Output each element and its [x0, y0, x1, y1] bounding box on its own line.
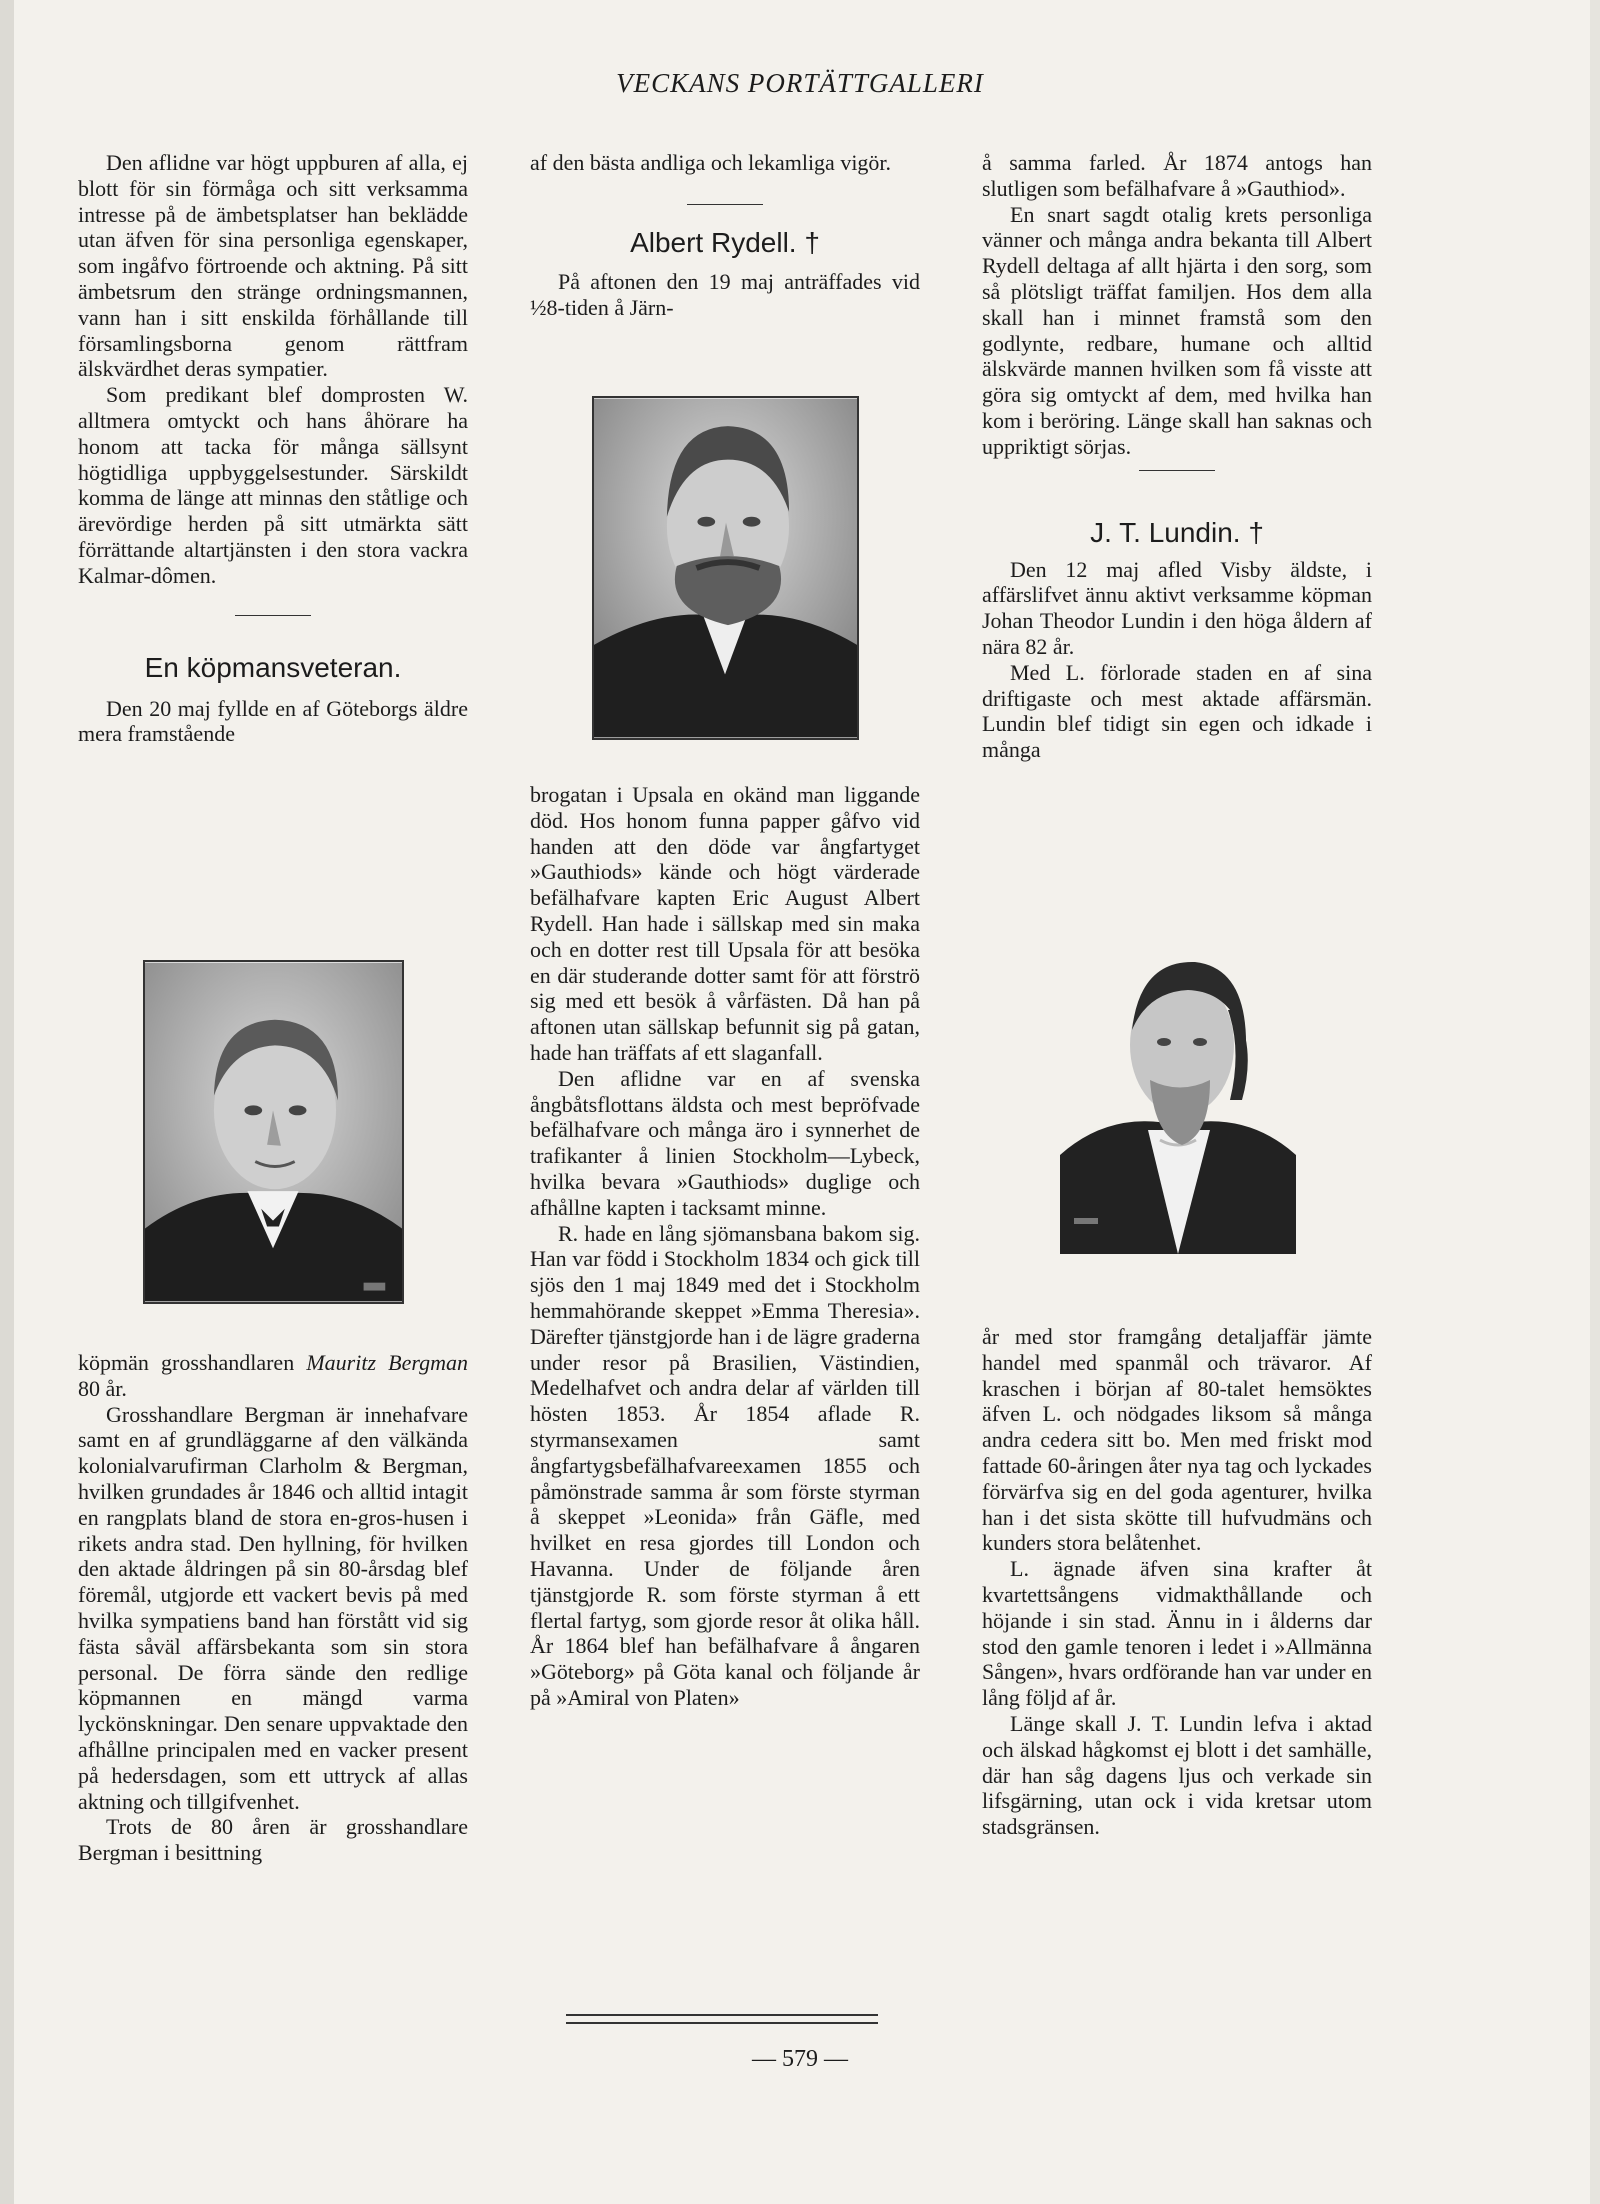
- portrait-image: [594, 398, 857, 738]
- column-3: [982, 150, 1372, 763]
- column-1: [78, 150, 468, 747]
- paragraph-continued: brogatan i Upsala en okänd man liggande död. Hos honom funna papper gåfvo vid handen att den döde var ångfartyget »Gauthiods» kände och högt värderade befälhafvare kapten Eric August Albert Rydell. Han hade i sällskap med sin maka och en dotter rest till Upsala för att besöka en där studerande dotter samt för att förströ sig med ett besök å vårfästen. Då han på aftonen utan sällskap befunnit sig på gatan, hade han träffats af ett slaganfall.: [530, 782, 920, 1065]
- paragraph: Trots de 80 åren är grosshandlare Bergman i besittning: [78, 1814, 468, 1866]
- running-head: VECKANS PORTÄTTGALLERI: [616, 68, 984, 98]
- paragraph: L. ägnade äfven sina krafter åt kvartettsångens vidmakthållande och höjande i sin stad. Ännu in i ålderns dar stod den gamle tenoren i ledet i »Allmänna Sången», hvars ordförande han var under en lång följd af år.: [982, 1556, 1372, 1711]
- paragraph: Den 20 maj fyllde en af Göteborgs äldre mera framstående: [78, 695, 468, 747]
- paragraph: Den 12 maj afled Visby äldste, i affärslifvet ännu aktivt verksamme köpman Johan Theodor Lundin i den höga åldern af nära 82 år.: [982, 556, 1372, 659]
- article-heading: Albert Rydell. †: [630, 226, 820, 258]
- paragraph: Den aflidne var högt uppburen af alla, ej blott för sin förmåga och sitt verksamma intresse på de ämbetsplatser han beklädde utan äfven för sina personliga egenskaper, som ingåfvo förtroende och aktning. På sitt ämbetsrum den stränge ordningsmannen, vann han i sitt enskilda förhållande till församlingsborna genom rättfram älskvärdhet deras sympatier.: [78, 150, 468, 382]
- page-edge: [1590, 0, 1600, 2204]
- end-rule: [566, 2014, 878, 2024]
- paragraph-continued: år med stor framgång detaljaffär jämte handel med spanmål och trävaror. Af kraschen i början af 80-talet hemsöktes äfven L. och nödgades liksom så många andra cedera sitt bo. Men med friskt mod fattade 60-åringen åter nya tag och lyckades förvärfva sig en del goda agenturer, hvilka han i det sista skötte till hufvudmäns och kunders stora belåtenhet.: [982, 1324, 1372, 1556]
- section-rule: [235, 615, 311, 616]
- paragraph: Den aflidne var en af svenska ångbåtsflottans äldsta och mest bepröfvade befälhafvare och många äro i synnerhet de trafikanter å linien Stockholm—Lybeck, hvilka bevara »Gauthiods» duglige och afhållne kapten i tacksamt minne.: [530, 1065, 920, 1220]
- paragraph: Som predikant blef domprosten W. alltmera omtyckt och hans åhörare ha honom att tacka för många sällsynt högtidliga uppbyggelsestunder. Särskildt komma de länge att minnas den ståtlige och ärevördige herden på sitt utmärkta sätt förrättande altartjänsten i den stora vackra Kalmar-dômen.: [78, 382, 468, 588]
- text-run: 80 år.: [78, 1375, 127, 1401]
- paragraph: Grosshandlare Bergman är innehafvare samt en af grundläggarne af den välkända kolonialvarufirman Clarholm & Bergman, hvilken grundades år 1846 och alltid intagit en rangplats bland de stora en-gros-husen i rikets andra stad. Den hyllning, för hvilken den aktade åldringen på sin 80-årsdag blef föremål, utgjorde ett vackert bevis på med hvilka sympatiens band han förstått vid sig fästa såväl affärsbekanta som sin stora personal. De förra sände den redlige köpmannen en mängd varma lyckönskningar. Den senare uppvaktade den afhållne principalen med en vacker present på hedersdagen, som ett uttryck af allas aktning och tillgifvenhet.: [78, 1401, 468, 1814]
- portrait-lundin: [1060, 950, 1296, 1254]
- column-2: [530, 150, 920, 320]
- section-rule: [687, 204, 763, 205]
- text-run: köpmän grosshandlaren: [78, 1350, 307, 1375]
- article-heading: J. T. Lundin. †: [1090, 516, 1264, 548]
- column-3-continued: [982, 1324, 1372, 1840]
- portrait-bergman: [143, 960, 404, 1304]
- article-heading: En köpmansveteran.: [144, 651, 402, 683]
- page-edge: [0, 0, 14, 2204]
- paragraph: å samma farled. År 1874 antogs han slutligen som befälhafvare å »Gauthiod».: [982, 150, 1372, 201]
- paragraph: Med L. förlorade staden en af sina driftigaste och mest aktade affärsmän. Lundin blef tidigt sin egen och idkade i många: [982, 659, 1372, 763]
- paragraph: af den bästa andliga och lekamliga vigör.: [530, 150, 892, 175]
- page-number: — 579 —: [752, 2046, 848, 2072]
- portrait-image: [145, 962, 402, 1302]
- portrait-image: [1060, 950, 1296, 1254]
- paragraph: Länge skall J. T. Lundin lefva i aktad och älskad hågkomst ej blott i det samhälle, där han såg dagens ljus och verkade sin lifsgärning, utan ock i vida kretsar utom stadsgränsen.: [982, 1710, 1372, 1840]
- portrait-rydell: [592, 396, 859, 740]
- column-2-continued: [530, 782, 920, 1711]
- paragraph: På aftonen den 19 maj anträffades vid ½8-tiden å Järn-: [530, 268, 920, 320]
- section-rule: [1139, 470, 1215, 471]
- paragraph-continued: [78, 1350, 468, 1402]
- paragraph: R. hade en lång sjömansbana bakom sig. Han var född i Stockholm 1834 och gick till sjös den 1 maj 1849 med det i Stockholm hemmahörande skeppet »Emma Theresia». Därefter tjänstgjorde han i de lägre graderna under resor på Brasilien, Västindien, Medelhafvet och andra delar af världen till hösten 1853. År 1854 aflade R. styrmansexamen samt ångfartygsbefälhafvareexamen 1855 och påmönstrade samma år som förste styrman å skeppet »Leonida» från Gäfle, med hvilket en resa gjordes till London och Havanna. Under de följande åren tjänstgjorde R. som förste styrman å ett flertal fartyg, som gjorde resor åt olika håll. År 1864 blef han befälhafvare å ångaren »Göteborg» på Göta kanal och följande år på »Amiral von Platen»: [530, 1220, 920, 1710]
- person-name: Mauritz Bergman: [306, 1350, 468, 1375]
- column-1-continued: [78, 1350, 468, 1866]
- paragraph: En snart sagdt otalig krets personliga vänner och många andra bekanta till Albert Rydell deltaga af allt hjärta i den sorg, som så plötsligt träffat familjen. Hos dem alla skall han i minnet framstå som den godlynte, redbare, humane och alltid älskvärde mannen hvilken som få visste att göra sig omtyckt af dem, med hvilka han kom i beröring. Länge skall han saknas och uppriktigt sörjas.: [982, 201, 1372, 459]
